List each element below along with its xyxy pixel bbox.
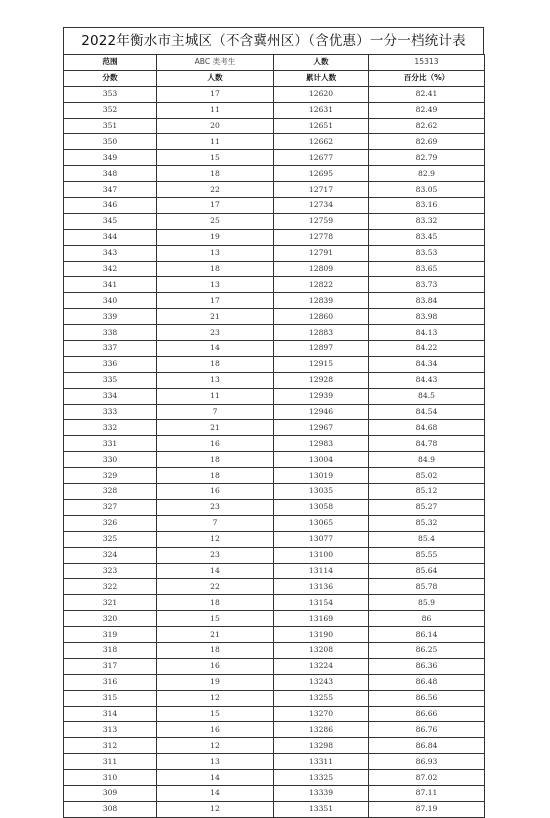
score-cell: 330 (64, 452, 157, 468)
score-cell: 343 (64, 245, 157, 261)
cumulative-cell: 12734 (274, 198, 369, 214)
score-cell: 345 (64, 213, 157, 229)
table-row (64, 531, 485, 547)
score-cell: 325 (64, 531, 157, 547)
score-cell: 309 (64, 785, 157, 801)
percent-cell: 84.13 (369, 325, 485, 341)
score-cell: 344 (64, 229, 157, 245)
score-cell: 318 (64, 642, 157, 658)
count-cell: 18 (157, 166, 274, 182)
cumulative-cell: 13019 (274, 468, 369, 484)
cumulative-cell: 12897 (274, 341, 369, 357)
percent-cell: 82.62 (369, 118, 485, 134)
cumulative-cell: 12651 (274, 118, 369, 134)
score-cell: 319 (64, 627, 157, 643)
table-row (64, 547, 485, 563)
count-cell: 17 (157, 293, 274, 309)
cumulative-cell: 13154 (274, 595, 369, 611)
column-header-cumulative: 累计人数 (274, 70, 369, 86)
table-row (64, 245, 485, 261)
score-cell: 322 (64, 579, 157, 595)
table-row (64, 341, 485, 357)
table-row (64, 293, 485, 309)
percent-cell: 83.73 (369, 277, 485, 293)
cumulative-cell: 12839 (274, 293, 369, 309)
table-row (64, 499, 485, 515)
score-cell: 339 (64, 309, 157, 325)
document-title: 2022年衡水市主城区（不含冀州区）（含优惠）一分一档统计表 (63, 27, 484, 54)
count-cell: 11 (157, 102, 274, 118)
score-cell: 324 (64, 547, 157, 563)
percent-cell: 86.66 (369, 706, 485, 722)
score-cell: 336 (64, 356, 157, 372)
table-row (64, 118, 485, 134)
percent-cell: 83.16 (369, 198, 485, 214)
count-cell: 12 (157, 531, 274, 547)
percent-cell: 86.36 (369, 658, 485, 674)
percent-cell: 84.5 (369, 388, 485, 404)
cumulative-cell: 13077 (274, 531, 369, 547)
percent-cell: 84.9 (369, 452, 485, 468)
table-row (64, 515, 485, 531)
table-row (64, 674, 485, 690)
score-cell: 326 (64, 515, 157, 531)
score-cell: 317 (64, 658, 157, 674)
count-cell: 23 (157, 325, 274, 341)
score-cell: 320 (64, 611, 157, 627)
table-row (64, 213, 485, 229)
score-cell: 347 (64, 182, 157, 198)
percent-cell: 85.4 (369, 531, 485, 547)
percent-cell: 84.78 (369, 436, 485, 452)
score-cell: 353 (64, 86, 157, 102)
table-row (64, 642, 485, 658)
count-cell: 17 (157, 86, 274, 102)
table-row (64, 754, 485, 770)
cumulative-cell: 13100 (274, 547, 369, 563)
table-row (64, 801, 485, 817)
count-cell: 15 (157, 706, 274, 722)
cumulative-cell: 12809 (274, 261, 369, 277)
table-row (64, 182, 485, 198)
column-header-count: 人数 (157, 70, 274, 86)
table-row (64, 595, 485, 611)
percent-cell: 85.27 (369, 499, 485, 515)
score-cell: 348 (64, 166, 157, 182)
percent-cell: 85.9 (369, 595, 485, 611)
percent-cell: 85.55 (369, 547, 485, 563)
percent-cell: 82.9 (369, 166, 485, 182)
table-row (64, 722, 485, 738)
column-header-percent: 百分比（%） (369, 70, 485, 86)
count-cell: 21 (157, 420, 274, 436)
count-cell: 11 (157, 134, 274, 150)
score-cell: 333 (64, 404, 157, 420)
cumulative-cell: 13270 (274, 706, 369, 722)
score-cell: 312 (64, 738, 157, 754)
table-row (64, 325, 485, 341)
count-cell: 7 (157, 404, 274, 420)
count-cell: 14 (157, 785, 274, 801)
percent-cell: 85.64 (369, 563, 485, 579)
table-row (64, 627, 485, 643)
percent-cell: 83.84 (369, 293, 485, 309)
table-row (64, 738, 485, 754)
percent-cell: 83.05 (369, 182, 485, 198)
count-cell: 19 (157, 229, 274, 245)
count-cell: 16 (157, 722, 274, 738)
cumulative-cell: 12939 (274, 388, 369, 404)
count-cell: 18 (157, 642, 274, 658)
table-row (64, 436, 485, 452)
cumulative-cell: 12677 (274, 150, 369, 166)
percent-cell: 83.65 (369, 261, 485, 277)
score-cell: 341 (64, 277, 157, 293)
score-cell: 329 (64, 468, 157, 484)
cumulative-cell: 13058 (274, 499, 369, 515)
count-cell: 23 (157, 499, 274, 515)
score-cell: 346 (64, 198, 157, 214)
cumulative-cell: 13339 (274, 785, 369, 801)
percent-cell: 85.78 (369, 579, 485, 595)
score-cell: 323 (64, 563, 157, 579)
cumulative-cell: 13311 (274, 754, 369, 770)
count-cell: 21 (157, 309, 274, 325)
count-cell: 14 (157, 770, 274, 786)
total-count-label: 人数 (274, 55, 369, 71)
count-cell: 14 (157, 563, 274, 579)
count-cell: 20 (157, 118, 274, 134)
table-row (64, 468, 485, 484)
table-row (64, 372, 485, 388)
percent-cell: 86.56 (369, 690, 485, 706)
cumulative-cell: 12946 (274, 404, 369, 420)
cumulative-cell: 13224 (274, 658, 369, 674)
cumulative-cell: 12822 (274, 277, 369, 293)
count-cell: 23 (157, 547, 274, 563)
count-cell: 12 (157, 690, 274, 706)
score-cell: 338 (64, 325, 157, 341)
score-cell: 351 (64, 118, 157, 134)
cumulative-cell: 12883 (274, 325, 369, 341)
score-cell: 342 (64, 261, 157, 277)
count-cell: 18 (157, 595, 274, 611)
score-cell: 321 (64, 595, 157, 611)
count-cell: 15 (157, 150, 274, 166)
score-cell: 328 (64, 484, 157, 500)
table-row (64, 579, 485, 595)
cumulative-cell: 13298 (274, 738, 369, 754)
count-cell: 22 (157, 182, 274, 198)
count-cell: 12 (157, 738, 274, 754)
table-row (64, 785, 485, 801)
count-cell: 12 (157, 801, 274, 817)
table-row (64, 404, 485, 420)
percent-cell: 82.69 (369, 134, 485, 150)
percent-cell: 84.43 (369, 372, 485, 388)
percent-cell: 86.93 (369, 754, 485, 770)
count-cell: 17 (157, 198, 274, 214)
table-row (64, 706, 485, 722)
percent-cell: 84.68 (369, 420, 485, 436)
table-row (64, 229, 485, 245)
count-cell: 18 (157, 356, 274, 372)
cumulative-cell: 13136 (274, 579, 369, 595)
table-row (64, 150, 485, 166)
cumulative-cell: 12928 (274, 372, 369, 388)
count-cell: 18 (157, 468, 274, 484)
score-cell: 331 (64, 436, 157, 452)
table-row (64, 770, 485, 786)
score-cell: 350 (64, 134, 157, 150)
table-row (64, 198, 485, 214)
cumulative-cell: 13065 (274, 515, 369, 531)
cumulative-cell: 13035 (274, 484, 369, 500)
cumulative-cell: 13325 (274, 770, 369, 786)
table-row (64, 420, 485, 436)
cumulative-cell: 12967 (274, 420, 369, 436)
score-cell: 314 (64, 706, 157, 722)
percent-cell: 86.48 (369, 674, 485, 690)
meta-row (64, 55, 485, 71)
score-cell: 334 (64, 388, 157, 404)
cumulative-cell: 12791 (274, 245, 369, 261)
count-cell: 16 (157, 484, 274, 500)
total-count-value: 15313 (369, 55, 485, 71)
count-cell: 15 (157, 611, 274, 627)
table-row (64, 261, 485, 277)
table-row (64, 658, 485, 674)
percent-cell: 86.25 (369, 642, 485, 658)
count-cell: 7 (157, 515, 274, 531)
percent-cell: 85.02 (369, 468, 485, 484)
percent-cell: 82.41 (369, 86, 485, 102)
count-cell: 18 (157, 452, 274, 468)
score-cell: 349 (64, 150, 157, 166)
cumulative-cell: 12778 (274, 229, 369, 245)
count-cell: 13 (157, 277, 274, 293)
cumulative-cell: 13190 (274, 627, 369, 643)
table-row (64, 102, 485, 118)
score-cell: 313 (64, 722, 157, 738)
percent-cell: 82.49 (369, 102, 485, 118)
cumulative-cell: 13286 (274, 722, 369, 738)
score-cell: 310 (64, 770, 157, 786)
cumulative-cell: 13114 (274, 563, 369, 579)
percent-cell: 85.12 (369, 484, 485, 500)
table-row (64, 690, 485, 706)
percent-cell: 86.84 (369, 738, 485, 754)
percent-cell: 83.32 (369, 213, 485, 229)
percent-cell: 86 (369, 611, 485, 627)
column-header-score: 分数 (64, 70, 157, 86)
column-header-row (64, 70, 485, 86)
score-cell: 311 (64, 754, 157, 770)
score-cell: 316 (64, 674, 157, 690)
cumulative-cell: 12717 (274, 182, 369, 198)
score-cell: 327 (64, 499, 157, 515)
count-cell: 21 (157, 627, 274, 643)
count-cell: 13 (157, 245, 274, 261)
cumulative-cell: 12695 (274, 166, 369, 182)
cumulative-cell: 12915 (274, 356, 369, 372)
table-row (64, 309, 485, 325)
cumulative-cell: 12620 (274, 86, 369, 102)
score-cell: 332 (64, 420, 157, 436)
score-cell: 308 (64, 801, 157, 817)
percent-cell: 86.14 (369, 627, 485, 643)
cumulative-cell: 12860 (274, 309, 369, 325)
table-row (64, 277, 485, 293)
percent-cell: 86.76 (369, 722, 485, 738)
table-row (64, 563, 485, 579)
cumulative-cell: 13169 (274, 611, 369, 627)
cumulative-cell: 13255 (274, 690, 369, 706)
percent-cell: 87.02 (369, 770, 485, 786)
cumulative-cell: 12983 (274, 436, 369, 452)
percent-cell: 85.32 (369, 515, 485, 531)
score-cell: 315 (64, 690, 157, 706)
table-row (64, 452, 485, 468)
percent-cell: 82.79 (369, 150, 485, 166)
count-cell: 22 (157, 579, 274, 595)
cumulative-cell: 13243 (274, 674, 369, 690)
count-cell: 13 (157, 754, 274, 770)
count-cell: 11 (157, 388, 274, 404)
table-row (64, 611, 485, 627)
count-cell: 16 (157, 436, 274, 452)
table-row (64, 388, 485, 404)
percent-cell: 84.54 (369, 404, 485, 420)
score-cell: 340 (64, 293, 157, 309)
percent-cell: 83.45 (369, 229, 485, 245)
count-cell: 25 (157, 213, 274, 229)
percent-cell: 84.34 (369, 356, 485, 372)
range-value: ABC 类考生 (157, 55, 274, 71)
table-row (64, 484, 485, 500)
table-row (64, 134, 485, 150)
cumulative-cell: 12631 (274, 102, 369, 118)
percent-cell: 83.98 (369, 309, 485, 325)
percent-cell: 87.11 (369, 785, 485, 801)
cumulative-cell: 12759 (274, 213, 369, 229)
count-cell: 18 (157, 261, 274, 277)
range-label: 范围 (64, 55, 157, 71)
score-cell: 335 (64, 372, 157, 388)
cumulative-cell: 13351 (274, 801, 369, 817)
percent-cell: 83.53 (369, 245, 485, 261)
cumulative-cell: 13004 (274, 452, 369, 468)
table-row (64, 166, 485, 182)
cumulative-cell: 12662 (274, 134, 369, 150)
score-table-document (63, 27, 484, 818)
count-cell: 19 (157, 674, 274, 690)
score-cell: 337 (64, 341, 157, 357)
count-cell: 14 (157, 341, 274, 357)
percent-cell: 84.22 (369, 341, 485, 357)
percent-cell: 87.19 (369, 801, 485, 817)
count-cell: 13 (157, 372, 274, 388)
table-row (64, 86, 485, 102)
score-cell: 352 (64, 102, 157, 118)
cumulative-cell: 13208 (274, 642, 369, 658)
count-cell: 16 (157, 658, 274, 674)
table-row (64, 356, 485, 372)
score-distribution-table (63, 54, 485, 818)
